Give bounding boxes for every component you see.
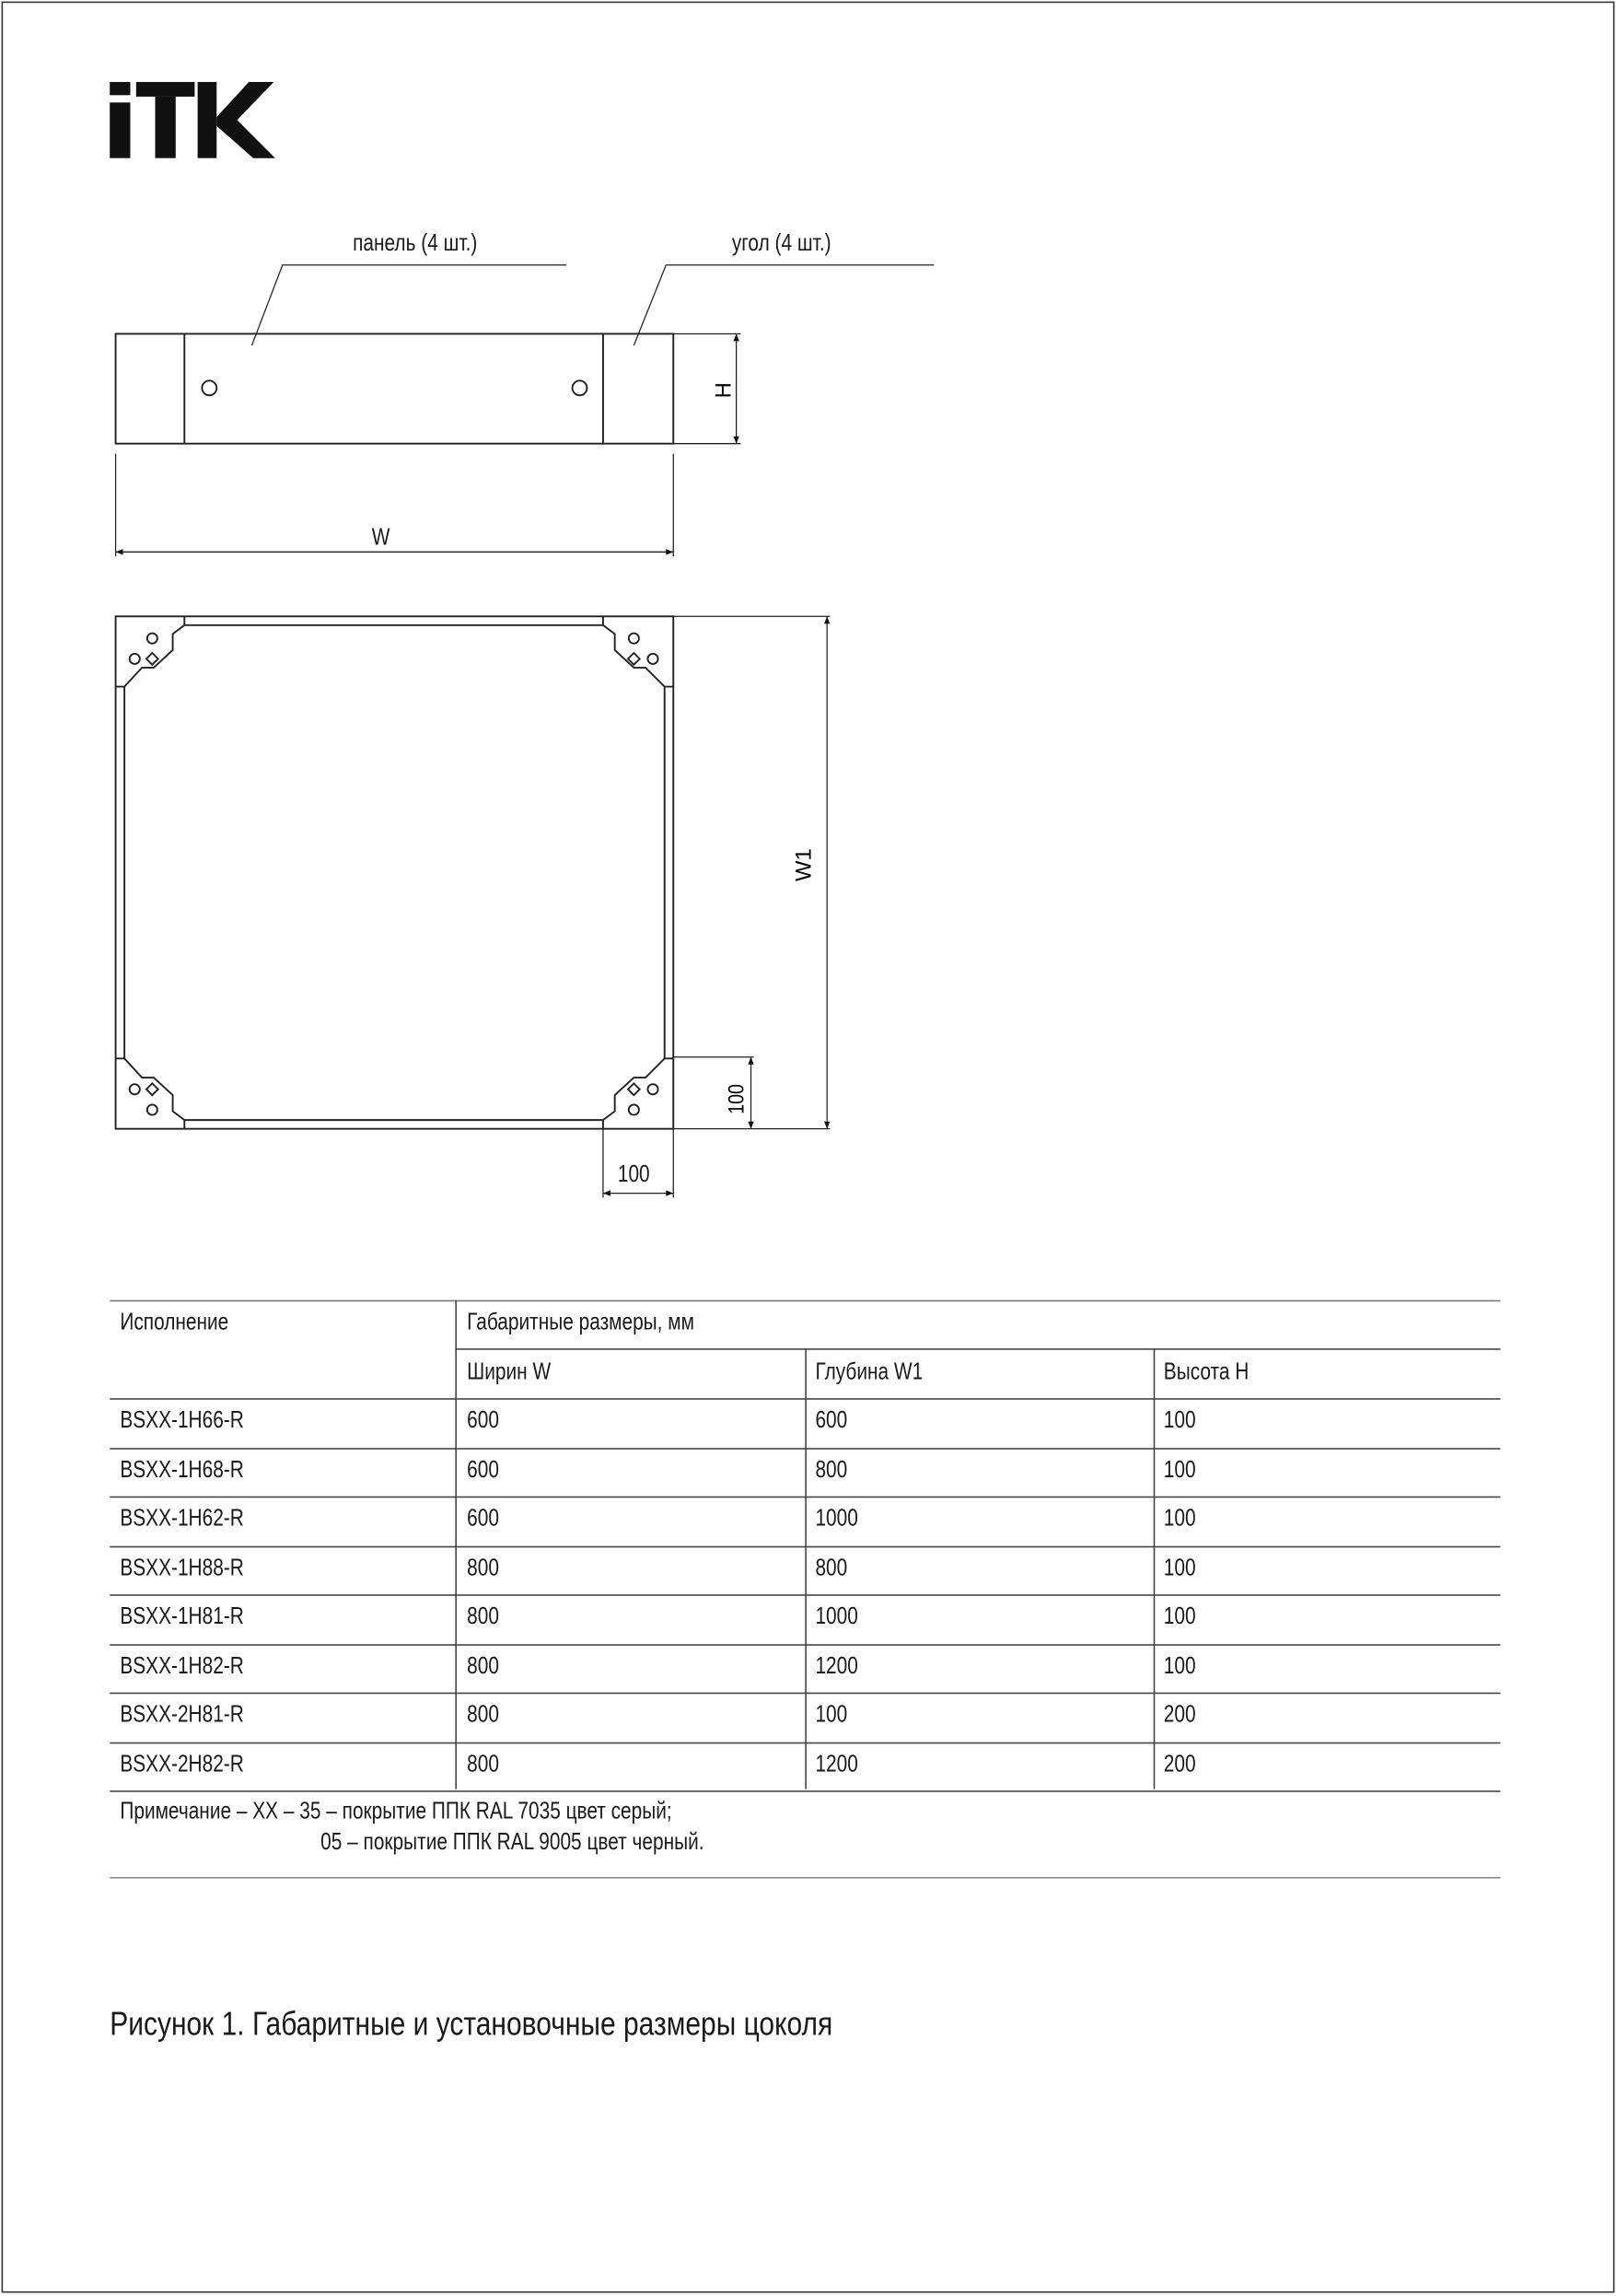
cell-height: 200 [1163,1702,1196,1728]
corner-bracket-tl [116,616,185,686]
cell-variant: BSXX-1H82-R [120,1653,244,1679]
row-rule [110,1497,1500,1498]
table-col-divider [1154,1348,1156,1789]
corner-bracket-tr [603,616,673,686]
figure-caption: Рисунок 1. Габаритные и установочные размеры цоколя [110,2004,833,2043]
cell-width: 800 [467,1702,499,1728]
row-rule [110,1790,1500,1792]
itk-logo [110,82,275,158]
table-group-rule [455,1348,1500,1350]
corner-bracket-bl [116,1058,185,1128]
cell-height: 100 [1163,1457,1196,1483]
corner-bracket-br [603,1058,673,1128]
cell-variant: BSXX-1H68-R [120,1457,244,1483]
cell-variant: BSXX-1H62-R [120,1506,244,1532]
table-bottom-rule [110,1877,1500,1879]
cell-height: 100 [1163,1408,1196,1434]
header-variant: Исполнение [120,1310,229,1335]
cell-width: 600 [467,1457,499,1483]
cell-depth: 1000 [815,1506,858,1532]
dim-w1-label: W1 [791,848,817,881]
dim-w-label: W [371,525,390,551]
dim-h-label: H [711,382,737,399]
cell-height: 100 [1163,1604,1196,1630]
cell-width: 600 [467,1408,499,1434]
panel-label: панель (4 шт.) [353,231,478,257]
cell-height: 100 [1163,1653,1196,1679]
header-depth: Глубина W1 [815,1359,924,1385]
row-rule [110,1545,1500,1547]
row-rule [110,1447,1500,1449]
table-note-line1: Примечание – XX – 35 – покрытие ППК RAL 7035 цвет серый; [120,1799,672,1824]
cell-depth: 800 [815,1556,848,1581]
row-rule [110,1693,1500,1695]
row-rule [110,1742,1500,1743]
row-rule [110,1643,1500,1645]
cell-depth: 600 [815,1408,848,1434]
cell-width: 800 [467,1653,499,1679]
side-view [116,333,674,443]
cell-width: 600 [467,1506,499,1532]
cell-variant: BSXX-1H88-R [120,1556,244,1581]
cell-variant: BSXX-2H81-R [120,1702,244,1728]
header-width: Ширин W [467,1359,552,1385]
corner-label: угол (4 шт.) [731,231,831,257]
row-rule [110,1594,1500,1596]
header-overall-dimensions: Габаритные размеры, мм [467,1310,694,1335]
table-top-rule [110,1300,1500,1302]
table-note-line2: 05 – покрытие ППК RAL 9005 цвет черный. [320,1830,704,1856]
w-dimension [116,454,674,556]
cell-depth: 1200 [815,1752,858,1777]
header-height: Высота H [1163,1359,1250,1385]
cell-variant: BSXX-2H82-R [120,1752,244,1777]
cell-height: 100 [1163,1556,1196,1581]
table-col-divider [805,1348,807,1789]
cell-width: 800 [467,1556,499,1581]
dim-100-horizontal-label: 100 [617,1162,650,1188]
cell-depth: 1000 [815,1604,858,1630]
cell-variant: BSXX-1H66-R [120,1408,244,1434]
cell-depth: 800 [815,1457,848,1483]
cell-width: 800 [467,1604,499,1630]
top-view [116,616,674,1128]
dim-100-vertical-label: 100 [723,1084,750,1114]
cell-height: 200 [1163,1752,1196,1777]
cell-height: 100 [1163,1506,1196,1532]
cell-depth: 1200 [815,1653,858,1679]
cell-depth: 100 [815,1702,848,1728]
cell-variant: BSXX-1H81-R [120,1604,244,1630]
cell-width: 800 [467,1752,499,1777]
